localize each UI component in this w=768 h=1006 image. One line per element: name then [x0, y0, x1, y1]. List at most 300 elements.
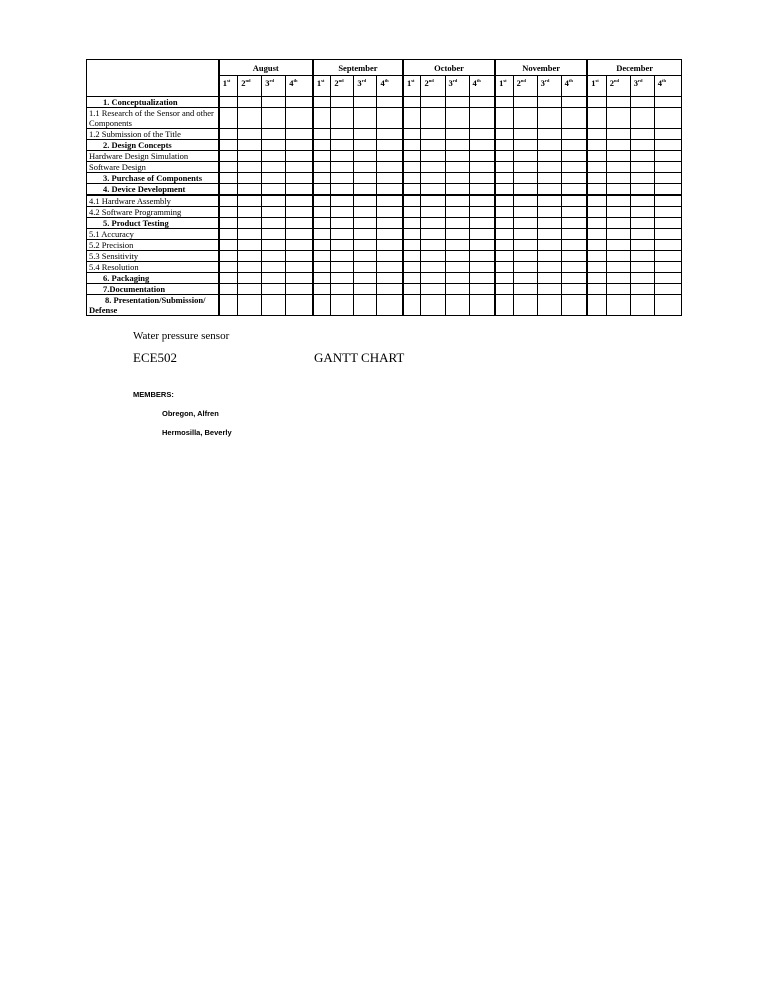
schedule-cell	[513, 97, 537, 108]
task-label: 3. Purchase of Components	[87, 173, 219, 184]
schedule-cell	[354, 162, 377, 173]
week-suffix: rd	[361, 78, 367, 83]
schedule-cell	[469, 273, 495, 284]
schedule-cell	[238, 295, 262, 316]
schedule-cell	[630, 262, 654, 273]
week-header	[495, 76, 513, 97]
schedule-cell	[513, 129, 537, 140]
schedule-cell	[587, 140, 606, 151]
task-label: 4.1 Hardware Assembly	[87, 195, 219, 207]
schedule-cell	[219, 229, 238, 240]
schedule-cell	[537, 162, 561, 173]
schedule-cell	[513, 251, 537, 262]
schedule-cell	[377, 295, 403, 316]
schedule-cell	[495, 173, 513, 184]
schedule-cell	[587, 207, 606, 218]
schedule-cell	[606, 240, 630, 251]
schedule-cell	[561, 129, 587, 140]
week-suffix: st	[595, 78, 599, 83]
schedule-cell	[331, 140, 354, 151]
schedule-cell	[262, 229, 286, 240]
schedule-cell	[403, 151, 421, 162]
task-label: Software Design	[87, 162, 219, 173]
schedule-cell	[354, 108, 377, 129]
week-suffix: nd	[428, 78, 434, 83]
schedule-cell	[561, 251, 587, 262]
schedule-cell	[654, 129, 681, 140]
schedule-cell	[403, 262, 421, 273]
schedule-cell	[286, 218, 313, 229]
week-number: 2	[516, 78, 521, 88]
schedule-cell	[331, 162, 354, 173]
schedule-cell	[421, 151, 445, 162]
schedule-cell	[403, 140, 421, 151]
schedule-cell	[354, 229, 377, 240]
schedule-cell	[654, 162, 681, 173]
schedule-cell	[469, 195, 495, 207]
schedule-cell	[469, 251, 495, 262]
schedule-cell	[587, 251, 606, 262]
schedule-cell	[354, 240, 377, 251]
week-number: 4	[472, 78, 477, 88]
schedule-cell	[313, 262, 331, 273]
schedule-cell	[238, 108, 262, 129]
schedule-cell	[331, 97, 354, 108]
schedule-cell	[403, 195, 421, 207]
schedule-cell	[537, 184, 561, 196]
schedule-cell	[561, 140, 587, 151]
schedule-cell	[537, 229, 561, 240]
week-number: 1	[406, 78, 412, 88]
schedule-cell	[561, 195, 587, 207]
month-header: August	[219, 60, 313, 76]
schedule-cell	[445, 229, 469, 240]
task-label: 2. Design Concepts	[87, 140, 219, 151]
schedule-cell	[354, 151, 377, 162]
schedule-cell	[606, 262, 630, 273]
schedule-cell	[238, 251, 262, 262]
week-number: 1	[499, 78, 504, 88]
schedule-cell	[354, 129, 377, 140]
schedule-cell	[469, 262, 495, 273]
schedule-cell	[238, 173, 262, 184]
task-row	[87, 229, 682, 240]
schedule-cell	[331, 184, 354, 196]
schedule-cell	[403, 295, 421, 316]
schedule-cell	[630, 162, 654, 173]
schedule-cell	[421, 97, 445, 108]
schedule-cell	[313, 140, 331, 151]
schedule-cell	[513, 207, 537, 218]
schedule-cell	[286, 151, 313, 162]
schedule-cell	[606, 218, 630, 229]
schedule-cell	[587, 173, 606, 184]
schedule-cell	[286, 184, 313, 196]
schedule-cell	[606, 97, 630, 108]
schedule-cell	[537, 140, 561, 151]
schedule-cell	[630, 195, 654, 207]
schedule-cell	[445, 162, 469, 173]
schedule-cell	[421, 195, 445, 207]
schedule-cell	[495, 195, 513, 207]
schedule-cell	[238, 162, 262, 173]
schedule-cell	[606, 108, 630, 129]
schedule-cell	[421, 284, 445, 295]
schedule-cell	[445, 262, 469, 273]
schedule-cell	[587, 195, 606, 207]
schedule-cell	[403, 97, 421, 108]
week-suffix: rd	[544, 78, 550, 83]
schedule-cell	[354, 284, 377, 295]
schedule-cell	[587, 184, 606, 196]
schedule-cell	[262, 262, 286, 273]
schedule-cell	[262, 295, 286, 316]
schedule-cell	[561, 218, 587, 229]
schedule-cell	[654, 140, 681, 151]
week-suffix: th	[568, 78, 573, 83]
schedule-cell	[286, 195, 313, 207]
schedule-cell	[495, 151, 513, 162]
schedule-cell	[561, 97, 587, 108]
schedule-cell	[587, 97, 606, 108]
schedule-cell	[513, 273, 537, 284]
schedule-cell	[331, 240, 354, 251]
schedule-cell	[219, 284, 238, 295]
schedule-cell	[219, 97, 238, 108]
schedule-cell	[354, 140, 377, 151]
schedule-cell	[377, 240, 403, 251]
schedule-cell	[238, 195, 262, 207]
schedule-cell	[495, 184, 513, 196]
schedule-cell	[403, 184, 421, 196]
schedule-cell	[537, 173, 561, 184]
week-suffix: rd	[269, 78, 274, 83]
schedule-cell	[262, 284, 286, 295]
schedule-cell	[445, 151, 469, 162]
schedule-cell	[495, 251, 513, 262]
schedule-cell	[495, 284, 513, 295]
schedule-cell	[606, 251, 630, 262]
schedule-cell	[561, 295, 587, 316]
schedule-cell	[469, 162, 495, 173]
schedule-cell	[587, 240, 606, 251]
schedule-cell	[331, 108, 354, 129]
schedule-cell	[537, 273, 561, 284]
schedule-cell	[587, 262, 606, 273]
schedule-cell	[331, 218, 354, 229]
week-number: 2	[334, 78, 339, 88]
schedule-cell	[469, 151, 495, 162]
schedule-cell	[606, 207, 630, 218]
schedule-cell	[354, 97, 377, 108]
schedule-cell	[630, 129, 654, 140]
schedule-cell	[630, 240, 654, 251]
schedule-cell	[495, 162, 513, 173]
schedule-cell	[469, 240, 495, 251]
schedule-cell	[445, 240, 469, 251]
schedule-cell	[630, 151, 654, 162]
schedule-cell	[313, 184, 331, 196]
schedule-cell	[469, 129, 495, 140]
schedule-cell	[219, 195, 238, 207]
schedule-cell	[403, 129, 421, 140]
schedule-cell	[445, 184, 469, 196]
schedule-cell	[561, 184, 587, 196]
schedule-cell	[495, 97, 513, 108]
schedule-cell	[377, 218, 403, 229]
month-header: October	[403, 60, 495, 76]
schedule-cell	[654, 207, 681, 218]
schedule-cell	[445, 129, 469, 140]
schedule-cell	[495, 262, 513, 273]
week-header	[403, 76, 421, 97]
schedule-cell	[377, 251, 403, 262]
task-label: 1.2 Submission of the Title	[87, 129, 219, 140]
task-label: 4. Device Development	[87, 184, 219, 196]
schedule-cell	[238, 262, 262, 273]
schedule-cell	[537, 240, 561, 251]
schedule-cell	[377, 195, 403, 207]
week-header	[654, 76, 681, 97]
schedule-cell	[561, 273, 587, 284]
schedule-cell	[469, 284, 495, 295]
task-row	[87, 195, 682, 207]
schedule-cell	[286, 108, 313, 129]
schedule-cell	[469, 229, 495, 240]
schedule-cell	[561, 284, 587, 295]
schedule-cell	[286, 129, 313, 140]
week-header	[513, 76, 537, 97]
schedule-cell	[421, 184, 445, 196]
schedule-cell	[421, 251, 445, 262]
task-row	[87, 162, 682, 173]
schedule-cell	[469, 97, 495, 108]
schedule-cell	[537, 97, 561, 108]
week-suffix: nd	[520, 78, 526, 83]
week-number: 3	[540, 78, 545, 88]
schedule-cell	[238, 184, 262, 196]
schedule-cell	[238, 273, 262, 284]
task-label: 5.4 Resolution	[87, 262, 219, 273]
schedule-cell	[286, 284, 313, 295]
schedule-cell	[313, 162, 331, 173]
week-number: 3	[357, 78, 362, 88]
schedule-cell	[377, 162, 403, 173]
schedule-cell	[238, 284, 262, 295]
schedule-cell	[421, 108, 445, 129]
task-label: 5.3 Sensitivity	[87, 251, 219, 262]
schedule-cell	[495, 207, 513, 218]
task-rows	[87, 97, 682, 316]
schedule-cell	[421, 173, 445, 184]
week-number: 3	[265, 78, 270, 88]
schedule-cell	[286, 273, 313, 284]
task-label: 5. Product Testing	[87, 218, 219, 229]
schedule-cell	[469, 218, 495, 229]
schedule-cell	[219, 140, 238, 151]
schedule-cell	[513, 284, 537, 295]
schedule-cell	[331, 284, 354, 295]
schedule-cell	[537, 129, 561, 140]
schedule-cell	[331, 229, 354, 240]
month-header: September	[313, 60, 403, 76]
schedule-cell	[469, 173, 495, 184]
schedule-cell	[606, 273, 630, 284]
schedule-cell	[495, 129, 513, 140]
schedule-cell	[262, 195, 286, 207]
schedule-cell	[403, 284, 421, 295]
schedule-cell	[469, 140, 495, 151]
week-suffix: st	[321, 78, 325, 83]
schedule-cell	[331, 129, 354, 140]
schedule-cell	[445, 195, 469, 207]
schedule-cell	[262, 162, 286, 173]
week-header	[469, 76, 495, 97]
schedule-cell	[587, 129, 606, 140]
task-label: Hardware Design Simulation	[87, 151, 219, 162]
schedule-cell	[513, 229, 537, 240]
schedule-cell	[654, 97, 681, 108]
week-header	[537, 76, 561, 97]
schedule-cell	[262, 173, 286, 184]
week-header	[219, 76, 238, 97]
week-number: 2	[609, 78, 614, 88]
schedule-cell	[286, 97, 313, 108]
schedule-cell	[313, 295, 331, 316]
week-number: 1	[316, 78, 322, 88]
task-row	[87, 295, 682, 316]
schedule-cell	[513, 184, 537, 196]
week-suffix: th	[384, 78, 389, 83]
schedule-cell	[313, 218, 331, 229]
schedule-cell	[445, 207, 469, 218]
schedule-cell	[403, 229, 421, 240]
schedule-cell	[630, 229, 654, 240]
schedule-cell	[495, 108, 513, 129]
schedule-cell	[421, 162, 445, 173]
schedule-cell	[331, 195, 354, 207]
schedule-cell	[469, 295, 495, 316]
schedule-cell	[654, 240, 681, 251]
week-suffix: st	[503, 78, 507, 83]
schedule-cell	[354, 195, 377, 207]
schedule-cell	[606, 295, 630, 316]
schedule-cell	[445, 140, 469, 151]
schedule-cell	[654, 195, 681, 207]
schedule-cell	[537, 151, 561, 162]
schedule-cell	[262, 218, 286, 229]
schedule-cell	[377, 184, 403, 196]
schedule-cell	[219, 207, 238, 218]
week-suffix: st	[226, 78, 231, 83]
schedule-cell	[219, 218, 238, 229]
schedule-cell	[606, 173, 630, 184]
schedule-cell	[219, 273, 238, 284]
schedule-cell	[469, 108, 495, 129]
schedule-cell	[561, 108, 587, 129]
schedule-cell	[219, 151, 238, 162]
schedule-cell	[495, 229, 513, 240]
schedule-cell	[403, 240, 421, 251]
week-header	[606, 76, 630, 97]
schedule-cell	[219, 251, 238, 262]
schedule-cell	[313, 240, 331, 251]
week-number: 3	[448, 78, 453, 88]
task-header-corner	[87, 60, 219, 97]
schedule-cell	[561, 240, 587, 251]
schedule-cell	[421, 240, 445, 251]
schedule-cell	[561, 207, 587, 218]
schedule-cell	[403, 207, 421, 218]
task-label: 4.2 Software Programming	[87, 207, 219, 218]
schedule-cell	[537, 295, 561, 316]
schedule-cell	[403, 251, 421, 262]
schedule-cell	[262, 207, 286, 218]
schedule-cell	[606, 140, 630, 151]
schedule-cell	[587, 284, 606, 295]
schedule-cell	[561, 151, 587, 162]
schedule-cell	[445, 295, 469, 316]
schedule-cell	[537, 108, 561, 129]
schedule-cell	[537, 262, 561, 273]
course-code: ECE502	[133, 350, 178, 365]
schedule-cell	[286, 229, 313, 240]
schedule-cell	[313, 195, 331, 207]
schedule-cell	[331, 207, 354, 218]
schedule-cell	[587, 108, 606, 129]
schedule-cell	[606, 195, 630, 207]
week-number: 3	[633, 78, 638, 88]
schedule-cell	[630, 140, 654, 151]
schedule-cell	[606, 151, 630, 162]
schedule-cell	[377, 129, 403, 140]
task-row	[87, 284, 682, 295]
schedule-cell	[238, 97, 262, 108]
schedule-cell	[606, 162, 630, 173]
week-header	[331, 76, 354, 97]
schedule-cell	[313, 173, 331, 184]
schedule-cell	[219, 262, 238, 273]
schedule-cell	[354, 262, 377, 273]
schedule-cell	[654, 295, 681, 316]
week-header	[421, 76, 445, 97]
schedule-cell	[331, 262, 354, 273]
week-suffix: rd	[452, 78, 458, 83]
schedule-cell	[238, 229, 262, 240]
task-row	[87, 207, 682, 218]
schedule-cell	[630, 207, 654, 218]
task-label: 6. Packaging	[87, 273, 219, 284]
schedule-cell	[403, 218, 421, 229]
schedule-cell	[377, 140, 403, 151]
schedule-cell	[286, 240, 313, 251]
week-header	[354, 76, 377, 97]
week-header	[262, 76, 286, 97]
schedule-cell	[377, 151, 403, 162]
schedule-cell	[445, 284, 469, 295]
schedule-cell	[561, 173, 587, 184]
schedule-cell	[513, 295, 537, 316]
month-header: December	[587, 60, 681, 76]
task-row	[87, 273, 682, 284]
schedule-cell	[537, 218, 561, 229]
schedule-cell	[331, 151, 354, 162]
schedule-cell	[587, 162, 606, 173]
schedule-cell	[313, 151, 331, 162]
schedule-cell	[513, 262, 537, 273]
schedule-cell	[403, 162, 421, 173]
task-label: 5.2 Precision	[87, 240, 219, 251]
